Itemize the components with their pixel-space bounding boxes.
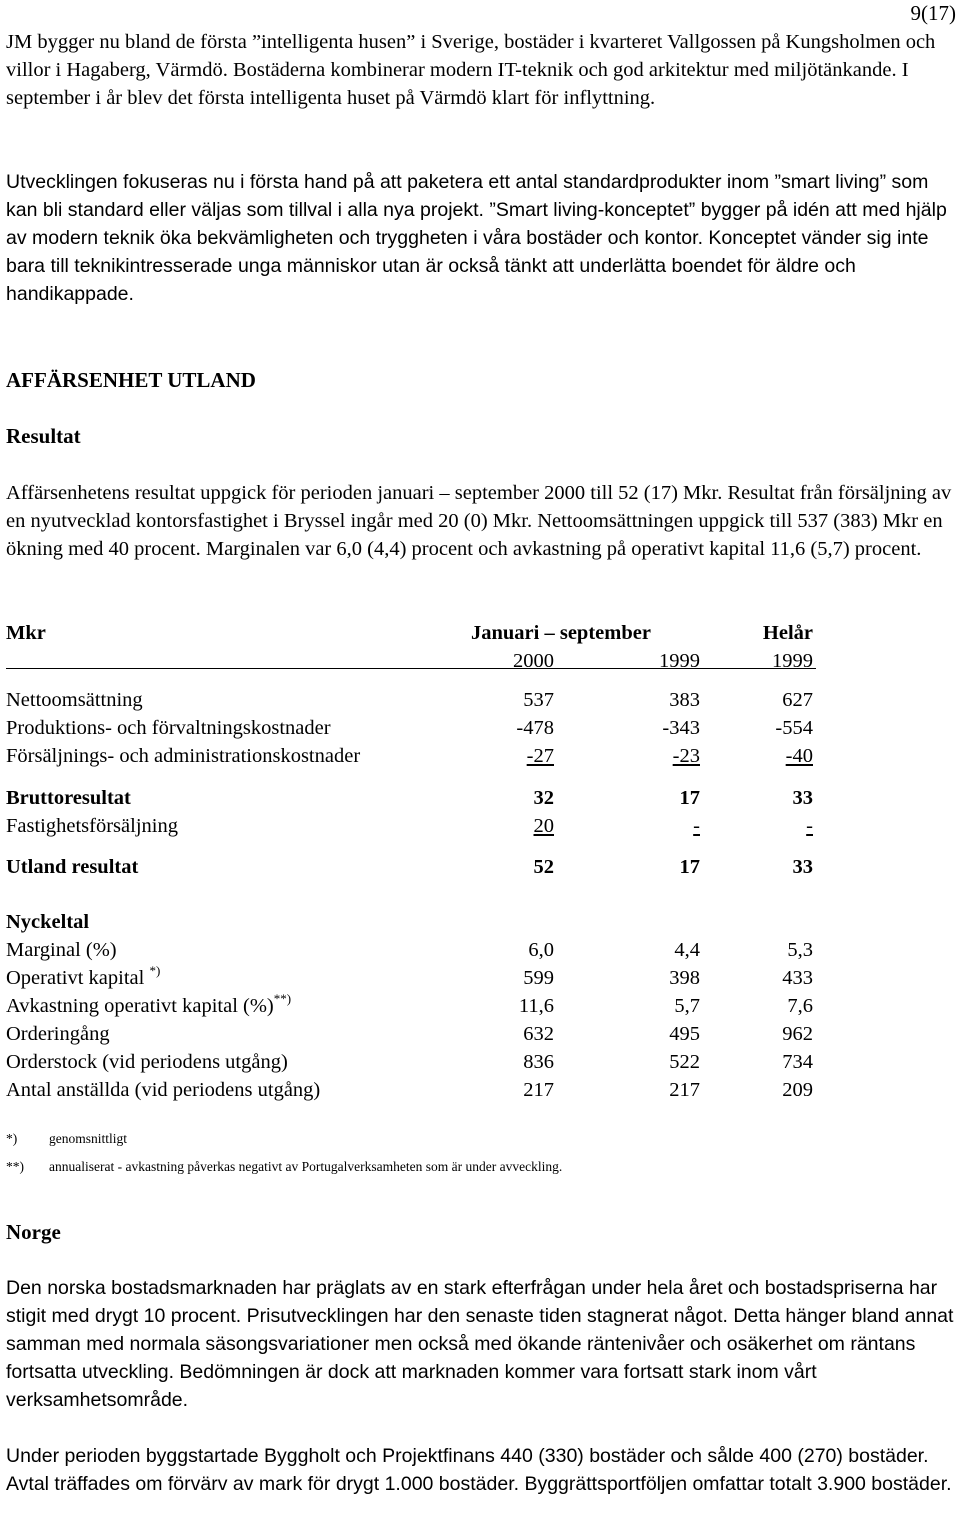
key-figures-label: Nyckeltal [6,911,90,933]
key-figure-row [6,1020,816,1048]
key-figure-label: Orderstock (vid periodens utgång) [6,1051,288,1073]
norway-title: Norge [6,1220,61,1244]
key-figure-label: Orderingång [6,1023,110,1045]
key-figure-label: Marginal (%) [6,939,117,961]
key-figure-value-2000: 217 [523,1079,554,1101]
row-label: Nettoomsättning [6,689,143,711]
key-figure-value-full-year: 433 [782,967,813,989]
footnote-ref: *) [149,963,161,978]
row-value-2000: 32 [533,787,554,809]
key-figure-value-2000: 632 [523,1023,554,1045]
page-number: 9(17) [910,1,956,25]
table-unit-header: Mkr [6,622,46,644]
table-row [6,812,816,840]
key-figure-row [6,936,816,964]
key-figure-value-full-year: 734 [782,1051,813,1073]
key-figure-row [6,992,816,1020]
result-paragraph: Affärsenhetens resultat uppgick för perioden januari – september 2000 till 52 (17) Mkr. Resultat från försäljning av en nyutvecklad kontorsfastighet i Bryssel ingår med 20 (0) Mkr. Nettoomsättningen uppgick till 537 (383) Mkr en ökning med 40 procent. Marginalen var 6,0 (4,4) procent och avkastning på operativt kapital 11,6 (5,7) procent. [6,482,952,560]
key-figure-value-1999: 398 [669,967,700,989]
table-row [6,784,816,812]
row-label: Försäljnings- och administrationskostnader [6,745,361,767]
table-years-row [6,647,816,675]
year-1999-header: 1999 [659,650,700,672]
row-value-2000: -478 [516,717,554,739]
table-period-header: Januari – september [471,622,651,644]
row-value-2000: 20 [533,815,554,837]
section-title: AFFÄRSENHET UTLAND [6,368,256,392]
row-value-1999: 383 [669,689,700,711]
table-full-year-header: Helår [762,622,813,644]
row-label: Bruttoresultat [6,787,131,809]
key-figure-value-2000: 11,6 [518,995,554,1017]
row-value-full-year: -40 [785,745,813,767]
key-figure-value-1999: 217 [669,1079,700,1101]
row-value-1999: -343 [662,717,700,739]
footnote-ref: **) [273,991,292,1006]
norway-paragraph-2: Under perioden byggstartade Byggholt och Projektfinans 440 (330) bostäder och sålde 400 (270) bostäder. Avtal träffades om förvärv av mark för drygt 1.000 bostäder. Byggrättsportföljen omfattar totalt 3.900 bostäder. [6,1445,952,1495]
key-figure-row [6,964,816,992]
row-value-2000: -27 [526,745,554,767]
footnote-text: annualiserat - avkastning påverkas negativt av Portugalverksamheten som är under avveckling. [49,1159,563,1174]
row-value-1999: -23 [672,745,700,767]
key-figure-value-full-year: 7,6 [787,995,813,1017]
row-label: Fastighetsförsäljning [6,815,178,837]
year-2000-header: 2000 [513,650,554,672]
row-value-1999: 17 [679,856,700,878]
key-figure-label: Operativt kapital *) [6,963,161,989]
footnote-mark: *) [6,1131,18,1146]
row-value-full-year: 627 [782,689,813,711]
full-year-1999-header: 1999 [772,650,813,672]
intro-paragraph-2: Utvecklingen fokuseras nu i första hand på att paketera ett antal standardprodukter inom ”smart living” som kan bli standard eller väljas som tillval i alla nya projekt. ”Smart living-konceptet” bygger på idén att med hjälp av modern teknik öka bekvämligheten och tryggheten i våra bostäder och kontor. Konceptet vänder sig inte bara till teknikintresserade unga människor utan är också tänkt att underlätta boendet för äldre och handikappade. [6,171,947,305]
table-row [6,742,816,770]
key-figure-label: Antal anställda (vid periodens utgång) [6,1079,321,1101]
row-value-1999: - [693,815,700,837]
intro-paragraph-1: JM bygger nu bland de första ”intelligenta husen” i Sverige, bostäder i kvarteret Vallgossen på Kungsholmen och villor i Hagaberg, Värmdö. Bostäderna kombinerar modern IT-teknik och god arkitektur med miljötänkande. I september i år blev det första intelligenta huset på Värmdö klart för inflyttning. [6,31,936,109]
key-figure-value-1999: 522 [669,1051,700,1073]
footnote-text: genomsnittligt [49,1131,128,1146]
table-row [6,686,816,714]
key-figure-row [6,1048,816,1076]
key-figure-value-2000: 6,0 [528,939,554,961]
key-figure-value-full-year: 962 [782,1023,813,1045]
table-row [6,853,816,881]
row-value-full-year: - [806,815,813,837]
row-value-full-year: 33 [792,856,813,878]
row-label: Utland resultat [6,856,139,878]
key-figure-value-1999: 4,4 [674,939,700,961]
table-row [6,714,816,742]
row-value-full-year: -554 [775,717,813,739]
row-value-2000: 537 [523,689,554,711]
key-figure-value-2000: 836 [523,1051,554,1073]
row-label: Produktions- och förvaltningskostnader [6,717,331,739]
key-figure-value-1999: 495 [669,1023,700,1045]
key-figure-row [6,1076,816,1104]
key-figure-value-2000: 599 [523,967,554,989]
key-figures-title [6,908,816,936]
subsection-title: Resultat [6,424,81,448]
table-header-row [6,619,816,647]
footnote-mark: **) [6,1159,24,1174]
row-value-2000: 52 [533,856,554,878]
norway-paragraph-1: Den norska bostadsmarknaden har präglats av en stark efterfrågan under hela året och bostadspriserna har stigit med drygt 10 procent. Prisutvecklingen har den senaste tiden stagnerat något. Detta hänger bland annat samman med normala säsongsvariationer men också med ökande räntenivåer och osäkerhet om räntans fortsatta utveckling. Bedömningen är dock att marknaden kommer vara fortsatt stark inom vårt verksamhetsområde. [6,1277,954,1411]
key-figure-value-1999: 5,7 [674,995,700,1017]
key-figure-value-full-year: 5,3 [787,939,813,961]
row-value-1999: 17 [679,787,700,809]
key-figure-label: Avkastning operativt kapital (%)**) [6,991,292,1017]
key-figure-value-full-year: 209 [782,1079,813,1101]
row-value-full-year: 33 [792,787,813,809]
